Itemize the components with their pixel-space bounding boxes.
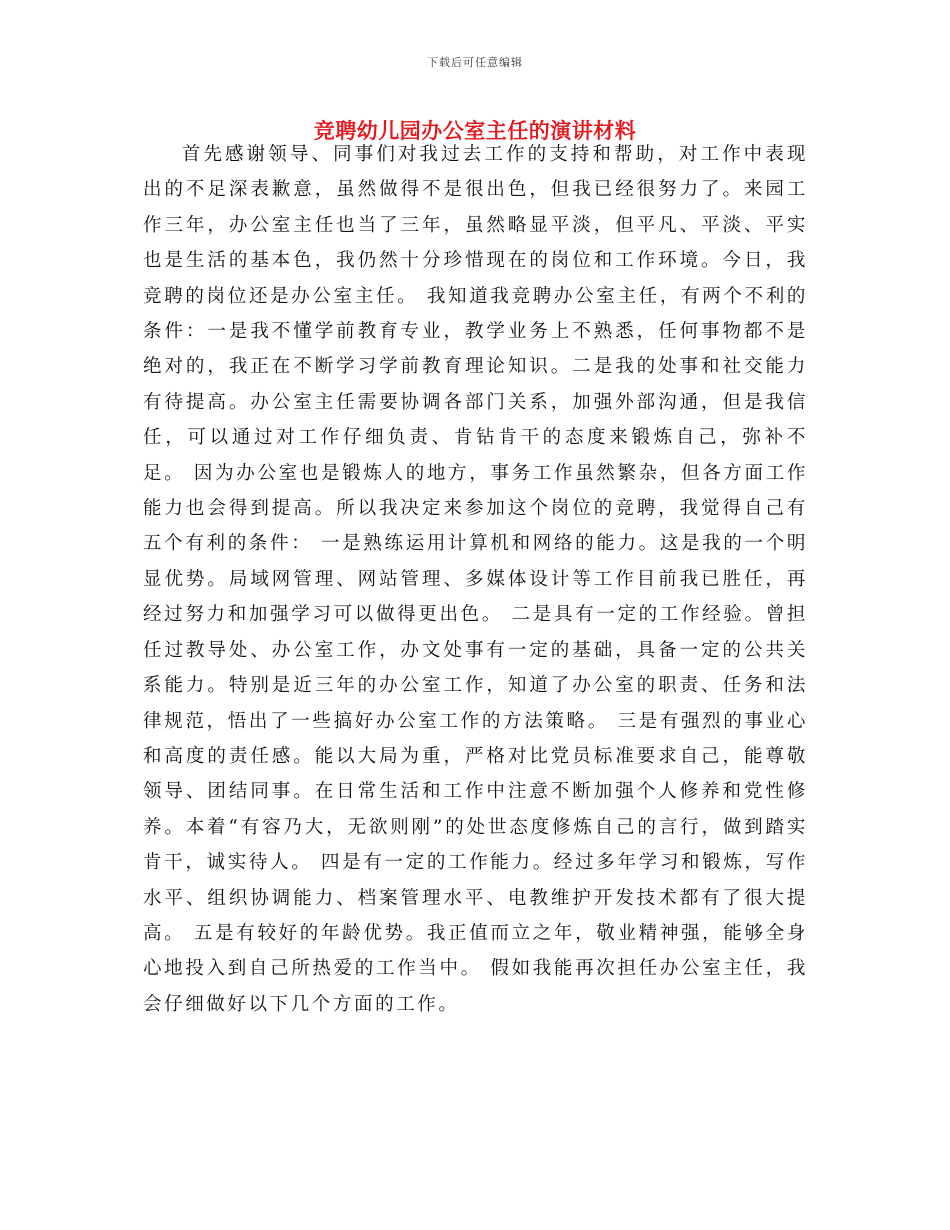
document-title: 竞聘幼儿园办公室主任的演讲材料	[313, 118, 637, 143]
document-body: 首先感谢领导、同事们对我过去工作的支持和帮助，对工作中表现出的不足深表歉意，虽然做得不是很出色，但我已经很努力了。来园工作三年，办公室主任也当了三年，虽然略显平淡，但平凡、平淡、平实也是生活的基本色，我仍然十分珍惜现在的岗位和工作环境。今日，我竞聘的岗位还是办公室主任。 我知道我竞聘办公室主任，有两个不利的条件：一是我不懂学前教育专业，教学业务上不熟悉，任何事物都不是绝对的，我正在不断学习学前教育理论知识。二是我的处事和社交能力有待提高。办公室主任需要协调各部门关系，加强外部沟通，但是我信任，可以通过对工作仔细负责、肯钻肯干的态度来锻炼自己，弥补不足。 因为办公室也是锻炼人的地方，事务工作虽然繁杂，但各方面工作能力也会得到提高。所以我决定来参加这个岗位的竞聘，我觉得自己有五个有利的条件： 一是熟练运用计算机和网络的能力。这是我的一个明显优势。局域网管理、网站管理、多媒体设计等工作目前我已胜任，再经过努力和加强学习可以做得更出色。 二是具有一定的工作经验。曾担任过教导处、办公室工作，办文处事有一定的基础，具备一定的公共关系能力。特别是近三年的办公室工作，知道了办公室的职责、任务和法律规范，悟出了一些搞好办公室工作的方法策略。 三是有强烈的事业心和高度的责任感。能以大局为重，严格对比党员标准要求自己，能尊敬领导、团结同事。在日常生活和工作中注意不断加强个人修养和党性修养。本着“有容乃大，无欲则刚”的处世态度修炼自己的言行，做到踏实肯干，诚实待人。 四是有一定的工作能力。经过多年学习和锻炼，写作水平、组织协调能力、档案管理水平、电教维护开发技术都有了很大提高。 五是有较好的年龄优势。我正值而立之年，敬业精神强，能够全身心地投入到自己所热爱的工作当中。 假如我能再次担任办公室主任，我会仔细做好以下几个方面的工作。	[143, 144, 808, 1015]
header-note: 下载后可任意编辑	[427, 56, 523, 69]
